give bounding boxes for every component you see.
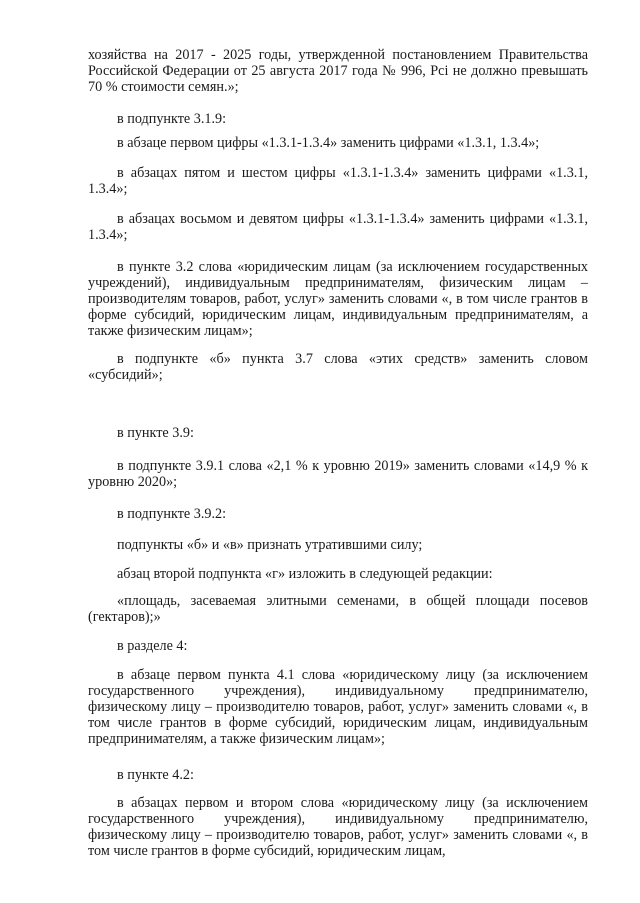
paragraph-17: в абзацах первом и втором слова «юридическому лицу (за исключением государственного учреждения), индивидуальному предпринимателю, физическому лицу – производителю товаров, работ, услуг» заменить словами «, в том числе грантов в форме субсидий, юридическим лицам, bbox=[88, 795, 588, 859]
paragraph-7: в подпункте «б» пункта 3.7 слова «этих средств» заменить словом «субсидий»; bbox=[88, 351, 588, 383]
paragraph-13: «площадь, засеваемая элитными семенами, в общей площади посевов (гектаров);» bbox=[88, 593, 588, 625]
paragraph-16: в пункте 4.2: bbox=[117, 767, 194, 783]
paragraph-11: подпункты «б» и «в» признать утратившими силу; bbox=[117, 537, 423, 553]
paragraph-9: в подпункте 3.9.1 слова «2,1 % к уровню 2019» заменить словами «14,9 % к уровню 2020»; bbox=[88, 458, 588, 490]
paragraph-5: в абзацах восьмом и девятом цифры «1.3.1-1.3.4» заменить цифрами «1.3.1, 1.3.4»; bbox=[88, 211, 588, 243]
paragraph-4: в абзацах пятом и шестом цифры «1.3.1-1.3.4» заменить цифрами «1.3.1, 1.3.4»; bbox=[88, 165, 588, 197]
paragraph-10: в подпункте 3.9.2: bbox=[117, 506, 227, 522]
paragraph-15: в абзаце первом пункта 4.1 слова «юридическому лицу (за исключением государственного учреждения), индивидуальному предпринимателю, физическому лицу – производителю товаров, работ, услуг» заменить словами «, в том числе грантов в форме субсидий, юридическим лицам, индивидуальным предпринимателям, а также физическим лицам»; bbox=[88, 667, 588, 747]
paragraph-8: в пункте 3.9: bbox=[117, 425, 194, 441]
paragraph-14: в разделе 4: bbox=[117, 638, 188, 654]
paragraph-12: абзац второй подпункта «г» изложить в следующей редакции: bbox=[117, 566, 493, 582]
paragraph-3: в абзаце первом цифры «1.3.1-1.3.4» заменить цифрами «1.3.1, 1.3.4»; bbox=[117, 135, 540, 151]
paragraph-1: хозяйства на 2017 - 2025 годы, утвержденной постановлением Правительства Российской Федерации от 25 августа 2017 года № 996, Pci не должно превышать 70 % стоимости семян.»; bbox=[88, 47, 588, 95]
paragraph-6: в пункте 3.2 слова «юридическим лицам (за исключением государственных учреждений), индивидуальным предпринимателям, физическим лицам – производителям товаров, работ, услуг» заменить словами «, в том числе грантов в форме субсидий, юридическим лицам, индивидуальным предпринимателям, а также физическим лицам»; bbox=[88, 259, 588, 339]
paragraph-2: в подпункте 3.1.9: bbox=[117, 111, 227, 127]
